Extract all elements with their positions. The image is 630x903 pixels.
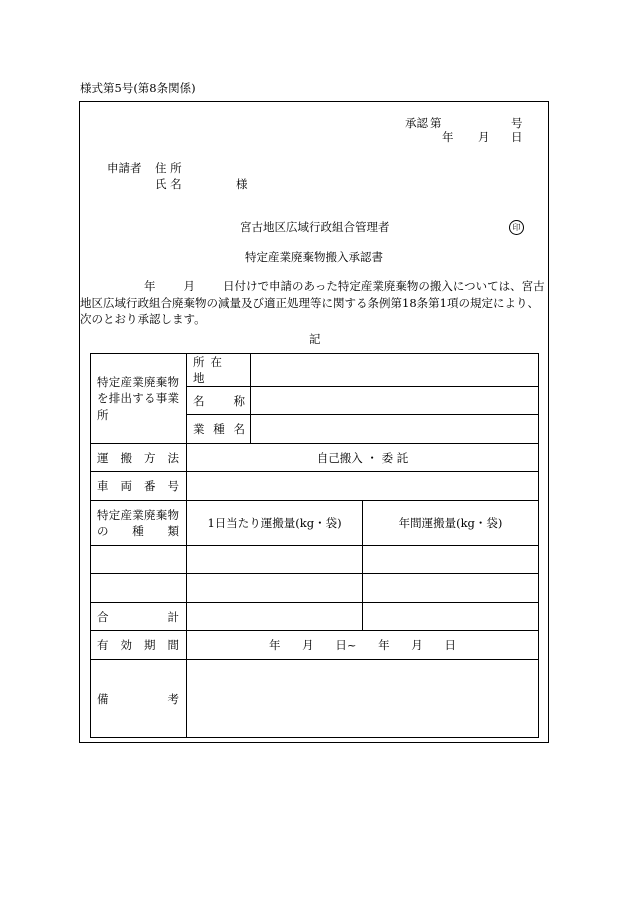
waste-type-label-cell (91, 501, 187, 546)
total-label-cell (91, 603, 187, 631)
approval-label: 承認 (405, 116, 428, 130)
approval-go: 号 (511, 116, 523, 130)
annual-amount-header: 年間運搬量(kg・袋) (363, 501, 539, 546)
document-title: 特定産業廃棄物搬入承認書 (245, 250, 383, 264)
waste-row-2-annual (363, 574, 539, 603)
waste-row-1-type (91, 546, 187, 574)
daily-amount-header: 1日当たり運搬量(kg・袋) (187, 501, 363, 546)
applicant-name-label: 氏 名 (155, 177, 182, 191)
total-label: 合計 (97, 609, 179, 624)
total-annual (363, 603, 539, 631)
facility-name-label: 名称 (193, 393, 245, 408)
approval-dai: 第 (430, 116, 442, 130)
vehicle-value (187, 472, 539, 501)
issuer-name: 宮古地区広域行政組合管理者 (240, 220, 390, 234)
waste-row-1-annual (363, 546, 539, 574)
body-date-month: 月 (183, 279, 195, 293)
facility-address-label-cell (187, 354, 251, 387)
approval-month: 月 (478, 130, 490, 144)
validity-value: 年 月 日~ 年 月 日 (187, 631, 539, 660)
form-number: 様式第5号(第8条関係) (80, 81, 196, 95)
facility-label: 特定産業廃棄物を排出する事業所 (97, 374, 179, 422)
validity-label-cell (91, 631, 187, 660)
seal-mark (509, 219, 524, 235)
facility-label-cell (91, 354, 187, 444)
facility-industry-value (251, 415, 539, 444)
facility-name-label-cell (187, 387, 251, 415)
approval-year: 年 (442, 130, 454, 144)
approval-day: 日 (511, 130, 523, 144)
total-daily (187, 603, 363, 631)
seal-icon: 印 (509, 220, 524, 235)
body-text: 日付けで申請のあった特定産業廃棄物の搬入については、宮古地区広域行政組合廃棄物の減量及び適正処理等に関する条例第18条第1項の規定により、次のとおり承認します。 (80, 279, 545, 326)
transport-label-cell (91, 444, 187, 472)
waste-row-2-daily (187, 574, 363, 603)
body-date-year: 年 (144, 279, 156, 293)
applicant-sama: 様 (236, 177, 248, 191)
ki-heading: 記 (309, 332, 321, 346)
approval-table (90, 353, 539, 738)
facility-industry-label: 業種名 (193, 422, 245, 436)
facility-address-value (251, 354, 539, 387)
vehicle-label: 車両番号 (97, 479, 179, 493)
transport-value: 自己搬入 ・ 委 託 (187, 444, 539, 472)
transport-label: 運搬方法 (97, 450, 179, 465)
waste-type-label: 特定産業廃棄物の種類 (97, 507, 179, 538)
waste-row-2-type (91, 574, 187, 603)
remarks-label: 備考 (97, 691, 179, 706)
applicant-address-label: 住 所 (155, 161, 182, 175)
body-paragraph (80, 278, 550, 328)
facility-name-value (251, 387, 539, 415)
waste-row-1-daily (187, 546, 363, 574)
remarks-value (187, 660, 539, 738)
validity-label: 有効期間 (97, 638, 179, 652)
facility-industry-label-cell (187, 415, 251, 444)
applicant-label: 申請者 (107, 161, 142, 175)
remarks-label-cell (91, 660, 187, 738)
vehicle-label-cell (91, 472, 187, 501)
facility-address-label: 所在地 (193, 355, 228, 385)
